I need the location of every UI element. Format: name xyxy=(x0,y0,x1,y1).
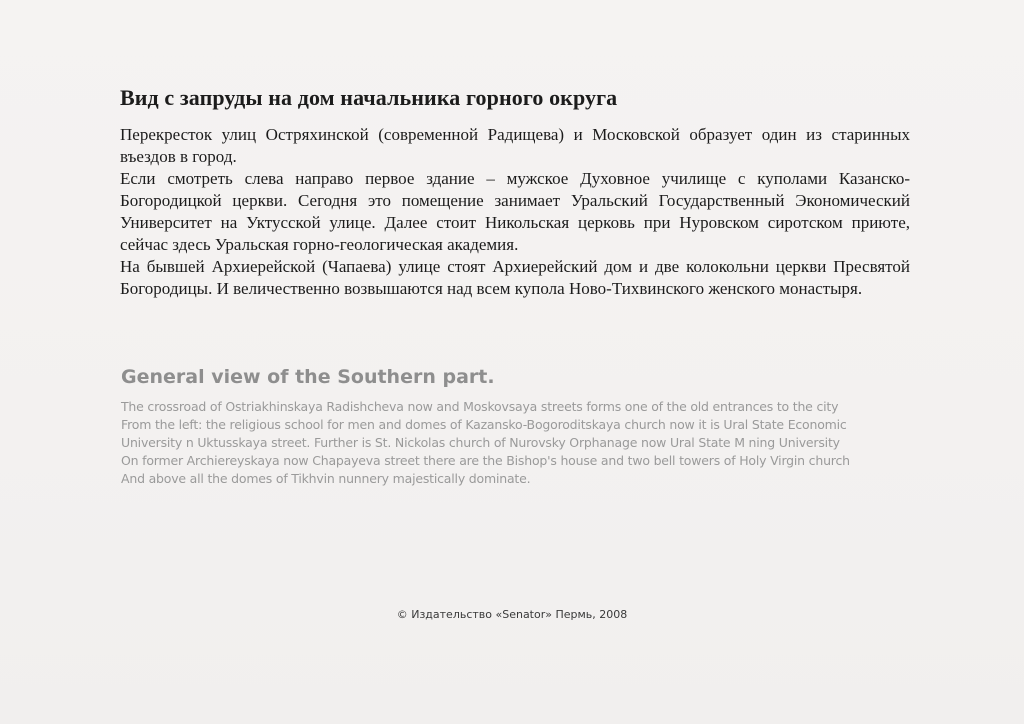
english-line-1: The crossroad of Ostriakhinskaya Radishcheva now and Moskovsaya streets forms one of the old entrances to the city xyxy=(121,399,839,414)
english-line-3: University n Uktusskaya street. Further is St. Nickolas church of Nurovsky Orphanage now Ural State M ning University xyxy=(121,435,840,450)
english-description xyxy=(121,364,921,488)
publisher-copyright: © Издательство «Senator» Пермь, 2008 xyxy=(396,608,628,621)
russian-paragraph-2: Если смотреть слева направо первое здание – мужское Духовное училище с куполами Казанско-Богородицкой церкви. Сегодня это помещение занимает Уральский Государственный Экономический Университет на Уктусской улице. Далее стоит Никольская церковь при Нуровском сиротском приюте, сейчас здесь Уральская горно-геологическая академия. xyxy=(120,169,910,254)
english-line-5: And above all the domes of Tikhvin nunnery majestically dominate. xyxy=(121,471,531,486)
russian-title: Вид с запруды на дом начальника горного округа xyxy=(120,85,618,110)
english-title: General view of the Southern part. xyxy=(121,366,495,388)
english-line-4: On former Archiereyskaya now Chapayeva street there are the Bishop's house and two bell towers of Holy Virgin church xyxy=(121,453,850,468)
russian-description xyxy=(120,84,910,300)
russian-paragraph-1: Перекресток улиц Остряхинской (современной Радищева) и Московской образует один из старинных въездов в город. xyxy=(120,125,910,166)
russian-paragraph-3: На бывшей Архиерейской (Чапаева) улице стоят Архиерейский дом и две колокольни церкви Пресвятой Богородицы. И величественно возвышаются над всем купола Ново-Тихвинского женского монастыря. xyxy=(120,257,910,298)
english-line-2: From the left: the religious school for men and domes of Kazansko-Bogoroditskaya church now it is Ural State Economic xyxy=(121,417,847,432)
